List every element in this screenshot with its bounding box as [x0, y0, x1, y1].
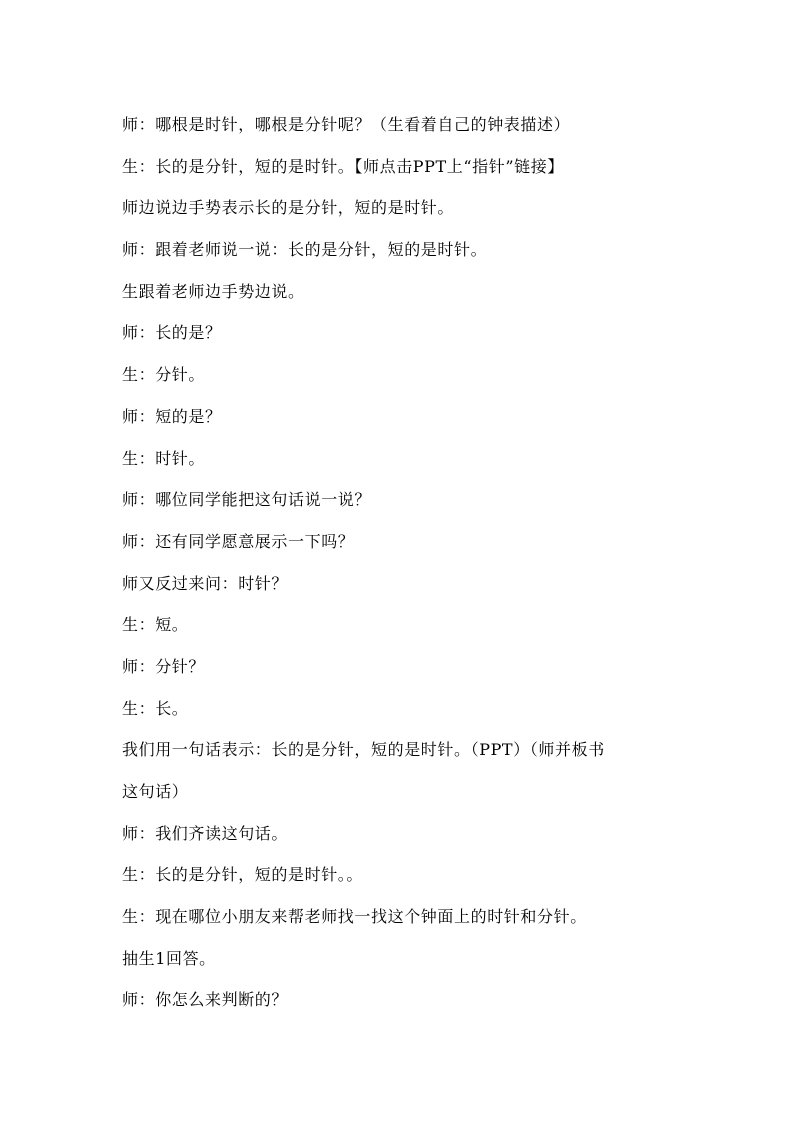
- text-line: 师：哪根是时针，哪根是分针呢？（生看着自己的钟表描述）: [122, 115, 571, 134]
- text-line: 生跟着老师边手势边说。: [122, 281, 305, 301]
- text-line: 师：哪位同学能把这句话说一说？: [122, 490, 372, 510]
- text-line: 师：跟着老师说一说：长的是分针，短的是时针。: [122, 240, 488, 260]
- text-line: 师：我们齐读这句话。: [122, 823, 289, 843]
- text-line: 生：短。: [122, 615, 189, 635]
- text-line: 师：短的是？: [122, 406, 222, 426]
- text-line: 师又反过来问：时针？: [122, 573, 289, 593]
- document-body: [122, 104, 682, 1021]
- text-line: 师：分针？: [122, 656, 206, 676]
- text-line: 师边说边手势表示长的是分针，短的是时针。: [122, 198, 455, 218]
- text-line: 师：你怎么来判断的？: [122, 990, 289, 1010]
- text-line: 我们用一句话表示：长的是分针，短的是时针。（PPT）（师并板书: [122, 740, 605, 760]
- text-line: 师：还有同学愿意展示一下吗？: [122, 531, 355, 551]
- text-line: 生：时针。: [122, 448, 206, 468]
- text-line: 生：现在哪位小朋友来帮老师找一找这个钟面上的时针和分针。: [122, 907, 587, 927]
- text-line: 抽生1回答。: [122, 948, 216, 968]
- text-line: 生：长的是分针，短的是时针。【师点击PPT上“指针”链接】: [122, 156, 564, 176]
- text-line: 这句话）: [122, 782, 189, 801]
- text-line: 生：长的是分针，短的是时针。。: [122, 865, 364, 885]
- text-line: 生：长。: [122, 698, 189, 718]
- text-line: 师：长的是？: [122, 323, 222, 343]
- text-line: 生：分针。: [122, 365, 206, 385]
